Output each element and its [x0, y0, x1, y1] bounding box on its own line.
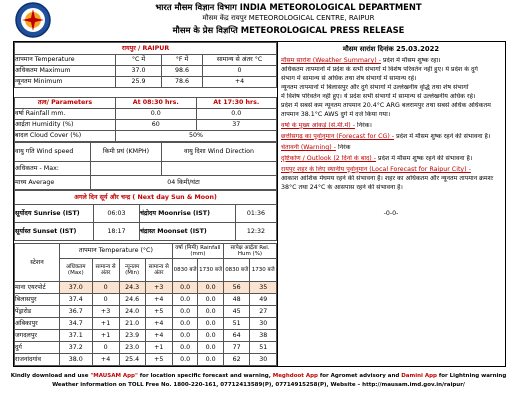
raipur-forecast-heading: रायपुर शहर के लिए स्थानीय पूर्वानुमान (Local Forecast for Raipur City) -	[281, 166, 471, 173]
wind-direction-label: वायु दिशा Wind Direction	[162, 143, 277, 162]
footer	[0, 372, 517, 390]
stations-head-rh: सापेक्ष आर्द्रता Rel. Hum (%)	[223, 244, 276, 259]
station-value-cell: 45	[223, 306, 250, 318]
footer-line-2: Weather information on TOLL Free No. 1800-220-161, 07712413589(P), 07714915258(P), Website – http://mausam.imd.gov.in/raipur/	[52, 382, 465, 388]
header-line-2: मौसम केंद्र रायपुर METEOROLOGICAL CENTRE, RAIPUR	[202, 14, 375, 22]
station-value-cell: 0.0	[198, 318, 224, 330]
station-value-cell: 37.1	[60, 330, 93, 342]
rainfall-value-2: 0.0	[196, 109, 277, 120]
stations-table	[14, 243, 277, 366]
temp-max-c: 37.0	[116, 66, 162, 77]
temp-head-0: तापमान Temperature	[15, 55, 116, 66]
station-value-cell: +4	[145, 294, 172, 306]
station-value-cell: 0.0	[198, 306, 224, 318]
cloud-value: 50%	[116, 131, 277, 142]
table-row	[15, 330, 277, 342]
sunset-label: सूर्यास्त Sunset (IST)	[15, 223, 94, 241]
cg-forecast-line: छत्तीसगढ़ का पूर्वानुमान (Forecast for CG) - प्रदेश में मौसम शुष्क रहने की संभावना है।	[281, 133, 491, 140]
temp-min-dep: +4	[203, 77, 277, 88]
rainfall-label: वर्षा Rainfall mm.	[15, 109, 116, 120]
station-value-cell: 37.4	[60, 294, 93, 306]
station-value-cell: 0.0	[172, 318, 198, 330]
stations-head-rain: वर्षा (मिमी) Rainfall (mm)	[172, 244, 223, 259]
station-value-cell: 30	[250, 354, 277, 366]
wind-speed-label: वायु गति Wind speed	[15, 143, 91, 162]
station-value-cell: 27	[250, 306, 277, 318]
station-value-cell: +4	[145, 318, 172, 330]
stations-sub-0: अधिकतम (Max)	[60, 259, 93, 282]
temp-max-dep: 0	[203, 66, 277, 77]
raipur-forecast-line-1: 38°C तथा 24°C के आसपास रहने की संभावना है।	[281, 184, 403, 191]
stations-sub-4: 0830 बजे	[172, 259, 198, 282]
temp-min-c: 25.9	[116, 77, 162, 88]
station-value-cell: 49	[250, 294, 277, 306]
station-value-cell: 24.6	[119, 294, 145, 306]
station-name-cell: पेंड्रारोड	[15, 306, 60, 318]
station-value-cell: 35	[250, 282, 277, 294]
rain-data-line: वर्षा के मुख्य आंकड़े (से.मी.में) - निरंक।	[281, 122, 372, 129]
station-name-cell: राजनांदगांव	[15, 354, 60, 366]
station-value-cell: 64	[223, 330, 250, 342]
station-value-cell: 0.0	[198, 342, 224, 354]
stations-head-temp: तापमान Temperature (°C)	[60, 244, 173, 259]
wind-max-label: अधिकतम - Max:	[15, 162, 91, 176]
sunrise-label: सूर्योदय Sunrise (IST)	[15, 205, 94, 223]
station-value-cell: +3	[145, 282, 172, 294]
station-value-cell: 24.0	[119, 306, 145, 318]
station-value-cell: 0	[92, 282, 119, 294]
header-line-3: मौसम के प्रेस विज्ञप्ति METEOROLOGICAL PRESS RELEASE	[172, 25, 405, 35]
temp-max-f: 98.6	[162, 66, 203, 77]
summary-line-0: अधिकतम तापमानों में प्रदेश के सभी संभागों में विशेष परिवर्तन नहीं हुए। ये प्रदेश के दुर्ग	[281, 66, 478, 73]
humidity-value-2: 37	[196, 120, 277, 131]
stations-sub-3: सामान्य से अंतर	[145, 259, 172, 282]
wind-kmph-label: किमी प्रघं (KMPH)	[91, 143, 162, 162]
station-value-cell: 0.0	[172, 306, 198, 318]
station-value-cell: 30	[250, 318, 277, 330]
sunset-value: 18:17	[94, 223, 140, 241]
sunrise-value: 06:03	[94, 205, 140, 223]
wind-max-dir	[162, 162, 277, 176]
station-value-cell: +1	[92, 330, 119, 342]
station-value-cell: 62	[223, 354, 250, 366]
table-row	[15, 354, 277, 366]
station-value-cell: 0	[92, 294, 119, 306]
station-value-cell: 0.0	[172, 354, 198, 366]
table-row	[15, 282, 277, 294]
table-row	[15, 318, 277, 330]
station-value-cell: 48	[223, 294, 250, 306]
station-name-cell: माना एयरपोर्ट	[15, 282, 60, 294]
station-value-cell: 0.0	[198, 282, 224, 294]
summary-heading: मौसम सारांश (Weather Summary) - प्रदेश में मौसम शुष्क रहा।	[281, 57, 441, 64]
stations-head-station: स्टेशन	[15, 244, 60, 282]
press-release-panel	[13, 41, 506, 367]
summary-line-4: प्रदेश में सबसे कम न्यूनतम तापमान 20.4°C ARG बलरामपुर तथा सबसे अधिक अधिकतम	[281, 102, 491, 109]
stations-sub-5: 1730 बजे	[198, 259, 224, 282]
rainfall-value-1: 0.0	[116, 109, 197, 120]
station-name-cell: बिलासपुर	[15, 294, 60, 306]
summary-line-3: में विशेष परिवर्तन नहीं हुए। ये प्रदेश सभी संभागों में सामान्य से उल्लेखनीय अधिक रहे।	[281, 93, 476, 100]
moonset-value: 12:32	[236, 223, 277, 241]
footer-line-1: Kindly download and use "MAUSAM App" for location specific forecast and warning, Meghdoot App for Agromet advisory and Damini App for Lightning warning	[10, 373, 507, 379]
table-row	[15, 342, 277, 354]
station-value-cell: 51	[250, 342, 277, 354]
outlook-line: दृष्टिकोण / Outlook (2 दिनों के बाद) - प्रदेश में मौसम शुष्क रहने की संभावना है।	[281, 155, 473, 162]
station-value-cell: +4	[92, 354, 119, 366]
wind-avg-label: माध्य Average	[15, 176, 91, 190]
station-value-cell: 23.9	[119, 330, 145, 342]
station-name-cell: जगदलपुर	[15, 330, 60, 342]
station-value-cell: 0.0	[198, 330, 224, 342]
table-row	[15, 306, 277, 318]
temperature-table	[14, 42, 277, 88]
left-column	[14, 42, 278, 366]
station-value-cell: 36.7	[60, 306, 93, 318]
station-value-cell: 25.4	[119, 354, 145, 366]
summary-line-5: तापमान 38.1°C AWS दुर्ग में दर्ज किया गया।	[281, 111, 391, 118]
stations-sub-6: 0830 बजे	[223, 259, 250, 282]
station-value-cell: +4	[145, 330, 172, 342]
end-mark: -0-0-	[383, 210, 399, 217]
station-value-cell: 0.0	[198, 294, 224, 306]
station-value-cell: +1	[92, 318, 119, 330]
warning-line: चेतावनी (Warning) - निरंक	[281, 144, 351, 151]
summary-title: मौसम सारांश दिनांक 25.03.2022	[342, 45, 440, 53]
station-value-cell: 51	[223, 318, 250, 330]
station-value-cell: 24.3	[119, 282, 145, 294]
stations-sub-2: न्यूनतम (Min)	[119, 259, 145, 282]
temp-max-label: अधिकतम Maximum	[15, 66, 116, 77]
summary-line-2: न्यूनतम तापमानों में बिलासपुर और दुर्ग संभागों में उल्लेखनीय वृद्धि तथा शेष संभागों	[281, 84, 469, 91]
station-value-cell: 23.0	[119, 342, 145, 354]
station-value-cell: 0.0	[172, 342, 198, 354]
station-value-cell: 0.0	[172, 282, 198, 294]
sun-moon-table	[14, 190, 277, 241]
header	[0, 0, 517, 40]
station-value-cell: 21.0	[119, 318, 145, 330]
moonrise-value: 01:36	[236, 205, 277, 223]
table-row	[15, 294, 277, 306]
station-value-cell: 34.7	[60, 318, 93, 330]
station-value-cell: 56	[223, 282, 250, 294]
station-value-cell: 37.0	[60, 282, 93, 294]
header-line-1: भारत मौसम विज्ञान विभाग INDIA METEOROLOGICAL DEPARTMENT	[155, 2, 422, 12]
temp-head-3: सामान्य से अंतर °C	[203, 55, 277, 66]
temp-head-2: °F में	[162, 55, 203, 66]
station-name: रायपुर / RAIPUR	[15, 43, 277, 55]
station-value-cell: 37.2	[60, 342, 93, 354]
station-value-cell: 0.0	[198, 354, 224, 366]
params-label: तत्व/ Parameters	[15, 98, 116, 109]
raipur-forecast-line-0: आकाश आंशिक मेघमय रहने की संभावना है। शहर का अधिकतम और न्यूनतम तापमान क्रमशः	[281, 175, 494, 182]
humidity-label: आर्द्रता Humidity (%)	[15, 120, 116, 131]
temp-min-label: न्यूनतम Minimum	[15, 77, 116, 88]
temp-head-1: °C में	[116, 55, 162, 66]
moonrise-label: चंद्रोदय Moonrise (IST)	[140, 205, 236, 223]
station-value-cell: 0	[92, 342, 119, 354]
wind-max-value	[91, 162, 162, 176]
cloud-label: बादल Cloud Cover (%)	[15, 131, 116, 142]
params-time-1: At 08:30 hrs.	[116, 98, 197, 109]
station-value-cell: 0.0	[172, 330, 198, 342]
station-value-cell: 38.0	[60, 354, 93, 366]
sun-moon-title: अगले दिन सूर्य और चन्द्र ( Next day Sun & Moon)	[15, 191, 277, 205]
right-column	[277, 42, 505, 366]
station-value-cell: +5	[145, 306, 172, 318]
stations-sub-7: 1730 बजे	[250, 259, 277, 282]
station-value-cell: 38	[250, 330, 277, 342]
station-value-cell: 77	[223, 342, 250, 354]
station-value-cell: +5	[145, 354, 172, 366]
moonset-label: चंद्रास्त Moonset (IST)	[140, 223, 236, 241]
station-value-cell: +3	[92, 306, 119, 318]
station-name-cell: अंबिकापुर	[15, 318, 60, 330]
station-value-cell: 0.0	[172, 294, 198, 306]
params-time-2: At 17:30 hrs.	[196, 98, 277, 109]
wind-table	[14, 142, 277, 190]
station-value-cell: +1	[145, 342, 172, 354]
temp-min-f: 78.6	[162, 77, 203, 88]
wind-avg-value: 04 किमी/घंटा	[91, 176, 277, 190]
station-name-cell: दुर्ग	[15, 342, 60, 354]
parameters-table	[14, 97, 277, 142]
stations-sub-1: सामान्य से अंतर	[92, 259, 119, 282]
summary-line-1: संभाग में सामान्य से अधिक तथा शेष संभागों में सामान्य रहे।	[281, 75, 417, 82]
humidity-value-1: 60	[116, 120, 197, 131]
